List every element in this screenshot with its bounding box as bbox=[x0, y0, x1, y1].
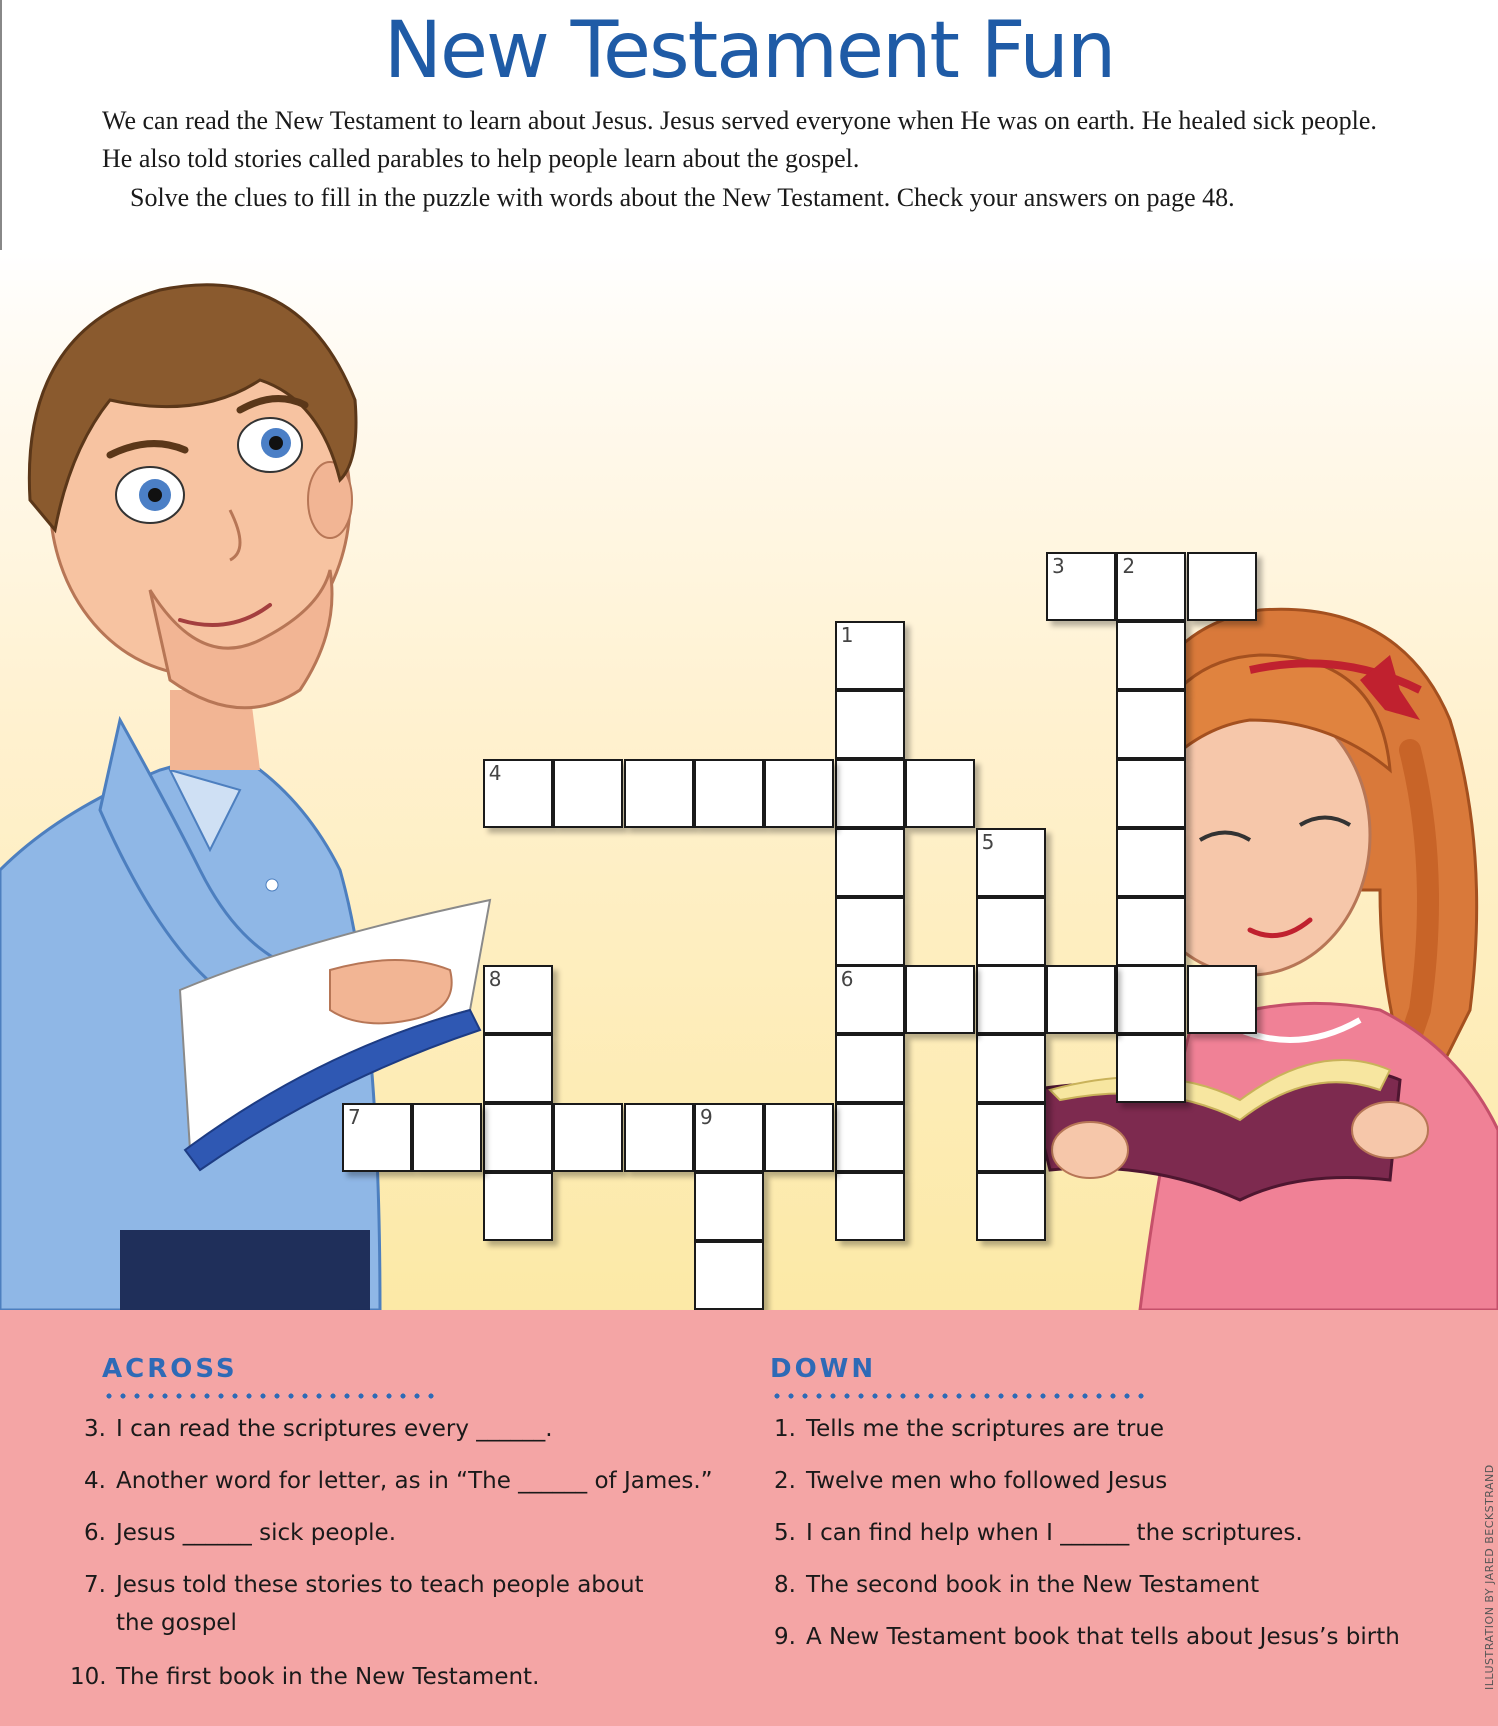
clue-number: 5 bbox=[981, 829, 995, 854]
across-clue-text: Jesus told these stories to teach people about the gospel bbox=[116, 1572, 644, 1636]
intro-paragraph: We can read the New Testament to learn about Jesus. Jesus served everyone when He was on earth. He healed sick people. He also told stories called parables to help people learn about the gospel. bbox=[102, 106, 1377, 173]
crossword-cell[interactable] bbox=[764, 1103, 834, 1172]
across-clue-item: 10. The first book in the New Testament. bbox=[70, 1658, 539, 1696]
crossword-cell[interactable] bbox=[412, 1103, 482, 1172]
crossword-cell[interactable] bbox=[976, 1172, 1046, 1241]
crossword-cell[interactable] bbox=[694, 1172, 764, 1241]
across-clue-text: Jesus ______ sick people. bbox=[116, 1520, 397, 1546]
crossword-cell[interactable] bbox=[764, 759, 834, 828]
crossword-cell[interactable] bbox=[483, 1034, 553, 1103]
crossword-cell[interactable] bbox=[835, 759, 905, 828]
across-clue-item: 6. Jesus ______ sick people. bbox=[70, 1514, 396, 1552]
across-dotted-rule bbox=[102, 1392, 442, 1400]
crossword-cell[interactable] bbox=[976, 1103, 1046, 1172]
crossword-cell[interactable] bbox=[835, 1034, 905, 1103]
crossword-cell[interactable] bbox=[976, 1034, 1046, 1103]
crossword-cell[interactable] bbox=[1116, 759, 1186, 828]
across-clue-item: 3. I can read the scriptures every ______. bbox=[70, 1410, 553, 1448]
clue-number: 4 bbox=[488, 760, 502, 785]
crossword-cell[interactable] bbox=[483, 1172, 553, 1241]
down-clue-item: 8. The second book in the New Testament bbox=[760, 1566, 1259, 1604]
page-title: New Testament Fun bbox=[383, 6, 1115, 96]
across-heading: ACROSS bbox=[102, 1354, 238, 1384]
crossword-cell[interactable] bbox=[976, 965, 1046, 1034]
crossword-cell[interactable] bbox=[835, 1172, 905, 1241]
crossword-cell[interactable] bbox=[1116, 690, 1186, 759]
illustration-scene bbox=[0, 250, 1498, 1310]
crossword-cell[interactable] bbox=[483, 1103, 553, 1172]
crossword-cell[interactable] bbox=[835, 828, 905, 897]
crossword-cell[interactable] bbox=[1187, 552, 1257, 621]
down-clue-text: I can find help when I ______ the scriptures. bbox=[806, 1520, 1303, 1546]
clue-number: 8 bbox=[488, 967, 502, 992]
clue-number: 1 bbox=[840, 622, 854, 647]
down-clue-item: 1. Tells me the scriptures are true bbox=[760, 1410, 1164, 1448]
across-clue-text: Another word for letter, as in “The ______ of James.” bbox=[116, 1468, 713, 1494]
clue-number: 9 bbox=[700, 1105, 713, 1130]
clue-number: 6 bbox=[840, 967, 854, 992]
crossword-cell[interactable] bbox=[905, 965, 975, 1034]
crossword-cell[interactable] bbox=[905, 759, 975, 828]
crossword-cell[interactable] bbox=[1046, 965, 1116, 1034]
down-clue-text: Twelve men who followed Jesus bbox=[806, 1468, 1168, 1494]
crossword-cell[interactable] bbox=[1116, 897, 1186, 966]
crossword-cell[interactable] bbox=[835, 1103, 905, 1172]
down-clue-text: A New Testament book that tells about Jesus’s birth bbox=[806, 1624, 1400, 1650]
crossword-cell[interactable] bbox=[624, 1103, 694, 1172]
across-clue-text: The first book in the New Testament. bbox=[116, 1664, 540, 1690]
crossword-cell[interactable] bbox=[835, 690, 905, 759]
crossword-cell[interactable] bbox=[553, 1103, 623, 1172]
crossword-cell[interactable] bbox=[694, 759, 764, 828]
down-heading: DOWN bbox=[770, 1354, 877, 1384]
crossword-cell[interactable] bbox=[553, 759, 623, 828]
crossword-cell[interactable] bbox=[694, 1241, 764, 1310]
instructions-paragraph: Solve the clues to fill in the puzzle with words about the New Testament. Check your answers on page 48. bbox=[130, 183, 1235, 212]
illustration-credit: ILLUSTRATION BY JARED BECKSTRAND bbox=[1483, 1464, 1496, 1690]
crossword-cell[interactable] bbox=[835, 897, 905, 966]
down-clue-item: 2. Twelve men who followed Jesus bbox=[760, 1462, 1167, 1500]
crossword-cell[interactable] bbox=[1187, 965, 1257, 1034]
crossword-cell[interactable] bbox=[1116, 1034, 1186, 1103]
down-clue-text: Tells me the scriptures are true bbox=[806, 1416, 1165, 1442]
crossword-cell[interactable] bbox=[1116, 965, 1186, 1034]
crossword-cell[interactable] bbox=[976, 897, 1046, 966]
crossword-cell[interactable] bbox=[1116, 621, 1186, 690]
down-clue-item: 9. A New Testament book that tells about Jesus’s birth bbox=[760, 1618, 1400, 1656]
across-clue-text: I can read the scriptures every ______. bbox=[116, 1416, 553, 1442]
down-clue-item: 5. I can find help when I ______ the scriptures. bbox=[760, 1514, 1303, 1552]
clue-number: 2 bbox=[1122, 554, 1136, 578]
clue-panel bbox=[0, 1310, 1498, 1726]
clue-number: 3 bbox=[1052, 554, 1065, 578]
clue-number: 7 bbox=[348, 1105, 361, 1130]
down-clue-text: The second book in the New Testament bbox=[806, 1572, 1260, 1598]
across-clue-item: 7. Jesus told these stories to teach people about the gospel bbox=[70, 1566, 656, 1642]
crossword-cell[interactable] bbox=[624, 759, 694, 828]
down-dotted-rule bbox=[770, 1392, 1150, 1400]
across-clue-item: 4. Another word for letter, as in “The ______ of James.” bbox=[70, 1462, 713, 1500]
crossword-cell[interactable] bbox=[1116, 828, 1186, 897]
